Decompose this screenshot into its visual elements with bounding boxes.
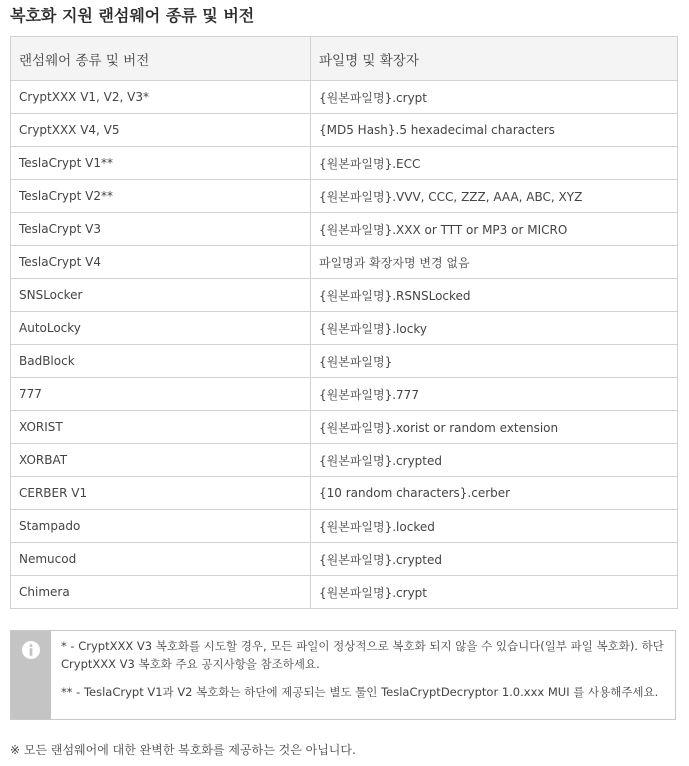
table-row [11,246,678,279]
file-extension-cell: {원본파일명}.xorist or random extension [311,411,678,444]
ransomware-name-cell: XORBAT [11,444,311,477]
table-row [11,576,678,609]
table-row [11,180,678,213]
table-row [11,213,678,246]
table-row [11,345,678,378]
table-row [11,444,678,477]
ransomware-name-cell: TeslaCrypt V4 [11,246,311,279]
file-extension-cell: {원본파일명}.crypted [311,444,678,477]
file-extension-cell: {원본파일명}.VVV, CCC, ZZZ, AAA, ABC, XYZ [311,180,678,213]
table-row [11,543,678,576]
notice-text [61,637,665,701]
file-extension-cell: {원본파일명}.crypted [311,543,678,576]
file-extension-cell: {원본파일명}.777 [311,378,678,411]
ransomware-name-cell: Stampado [11,510,311,543]
table-header-row [11,37,678,81]
file-extension-cell: {원본파일명}.locky [311,312,678,345]
file-extension-cell: {원본파일명}.locked [311,510,678,543]
table-row [11,312,678,345]
ransomware-name-cell: CryptXXX V4, V5 [11,114,311,147]
footnote: ※ 모든 랜섬웨어에 대한 완벽한 복호화를 제공하는 것은 아닙니다. [10,743,356,757]
ransomware-name-cell: TeslaCrypt V1** [11,147,311,180]
file-extension-cell: {원본파일명}.crypt [311,81,678,114]
notice-line-cryptxxx: * - CryptXXX V3 복호화를 시도할 경우, 모든 파일이 정상적으로 복호화 되지 않을 수 있습니다(일부 파일 복호화). 하단 CryptXXX V3 복호화 주요 공지사항을 참조하세요. [61,639,664,671]
file-extension-cell: {원본파일명}.XXX or TTT or MP3 or MICRO [311,213,678,246]
file-extension-cell: {10 random characters}.cerber [311,477,678,510]
table-row [11,81,678,114]
table-row [11,411,678,444]
ransomware-name-cell: AutoLocky [11,312,311,345]
ransomware-name-cell: TeslaCrypt V3 [11,213,311,246]
notice-line-teslacrypt: ** - TeslaCrypt V1과 V2 복호화는 하단에 제공되는 별도 툴인 TeslaCryptDecryptor 1.0.xxx MUI 를 사용해주세요. [61,685,659,699]
table-row [11,279,678,312]
file-extension-cell: {원본파일명}.crypt [311,576,678,609]
table-row [11,147,678,180]
ransomware-name-cell: CERBER V1 [11,477,311,510]
file-extension-cell: {MD5 Hash}.5 hexadecimal characters [311,114,678,147]
table-row [11,378,678,411]
table-row [11,114,678,147]
file-extension-cell: {원본파일명}.RSNSLocked [311,279,678,312]
file-extension-cell: {원본파일명} [311,345,678,378]
table-row [11,477,678,510]
ransomware-name-cell: SNSLocker [11,279,311,312]
ransomware-name-cell: Nemucod [11,543,311,576]
table-row [11,510,678,543]
page-title: 복호화 지원 랜섬웨어 종류 및 버전 [10,6,255,25]
info-icon [21,640,41,660]
ransomware-name-cell: XORIST [11,411,311,444]
ransomware-name-cell: CryptXXX V1, V2, V3* [11,81,311,114]
ransomware-name-cell: TeslaCrypt V2** [11,180,311,213]
header-ransomware-type: 랜섬웨어 종류 및 버전 [11,37,311,81]
ransomware-name-cell: 777 [11,378,311,411]
file-extension-cell: 파일명과 확장자명 변경 없음 [311,246,678,279]
header-file-extension: 파일명 및 확장자 [311,37,678,81]
notice-sidebar [11,631,51,719]
file-extension-cell: {원본파일명}.ECC [311,147,678,180]
notice-box [10,630,676,720]
ransomware-table [10,36,678,609]
ransomware-name-cell: Chimera [11,576,311,609]
ransomware-name-cell: BadBlock [11,345,311,378]
